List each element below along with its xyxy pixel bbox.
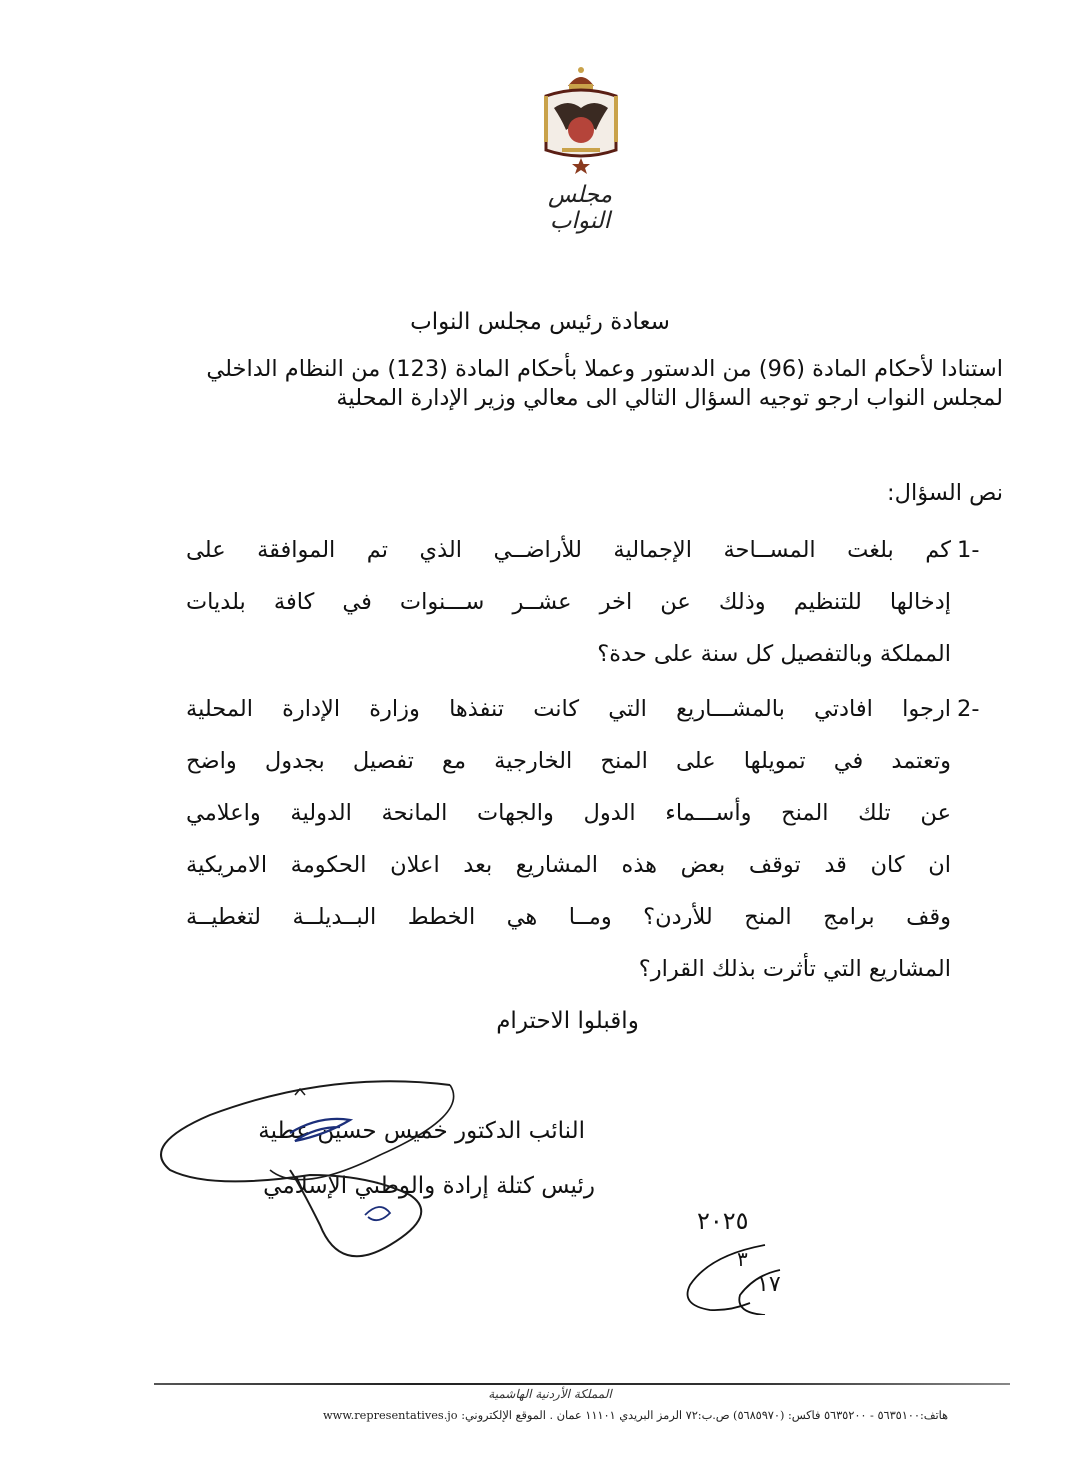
jordan-coat-of-arms-icon [538,62,624,180]
question-line: عن تلك المنح وأســـماء الدول والجهات المانحة الدولية واعلامي [186,800,951,826]
salutation: سعادة رئيس مجلس النواب [410,309,670,335]
signatory-title: رئيس كتلة إرادة والوطني الإسلامي [263,1173,595,1199]
handwritten-date-year: ٢٠٢٥ [697,1207,749,1235]
question-line: وتعتمد في تمويلها على المنح الخارجية مع تفصيل بجدول واضح [186,748,951,774]
question-item [186,683,980,995]
question-line: المملكة وبالتفصيل كل سنة على حدة؟ [597,641,951,667]
question-line: إدخالها للتنظيم وذلك عن اخر عشــر ســـنوات في كافة بلديات [186,589,951,615]
question-line: ان كان قد توقف بعض هذه المشاريع بعد اعلان الحكومة الامريكية [186,852,951,878]
council-name-logo: مجلس النواب [547,182,613,234]
question-number: 2- [957,696,980,722]
signatory-name: النائب الدكتور خميس حسين عطية [258,1118,585,1144]
question-line: كم بلغت المســاحة الإجمالية للأراضــي الذي تم الموافقة على [186,537,951,563]
intro-paragraph: استنادا لأحكام المادة (96) من الدستور وعملا بأحكام المادة (123) من النظام الداخلي لمجلس النواب ارجو توجيه السؤال التالي الى معالي وزير الإدارة المحلية [206,356,1003,411]
question-number: 1- [957,537,980,563]
handwritten-date-day: ١٧ [757,1272,781,1297]
handwritten-date-month: ٣ [737,1247,748,1271]
question-line: وقف برامج المنح للأردن؟ ومــا هي الخطط البــديلــة لتغطيــة [186,904,951,930]
question-item [186,524,980,680]
question-line: المشاريع التي تأثرت بذلك القرار؟ [638,956,951,982]
question-line: ارجوا افادتي بالمشـــاريع التي كانت تنفذها وزارة الإدارة المحلية [186,696,951,722]
question-label: نص السؤال: [887,480,1003,506]
footer-kingdom-name: المملكة الأردنية الهاشمية [488,1387,612,1401]
footer-contact-info: هاتف:٥٦٣٥١٠٠ - ٥٦٣٥٢٠٠ فاكس: (٥٦٨٥٩٧٠) ص.ب:٧٢ الرمز البريدي ١١١٠١ عمان . الموقع الإلكتروني: www.representatives.jo [323,1409,948,1422]
footer-divider [154,1383,1010,1385]
closing-line: واقبلوا الاحترام [496,1008,639,1034]
